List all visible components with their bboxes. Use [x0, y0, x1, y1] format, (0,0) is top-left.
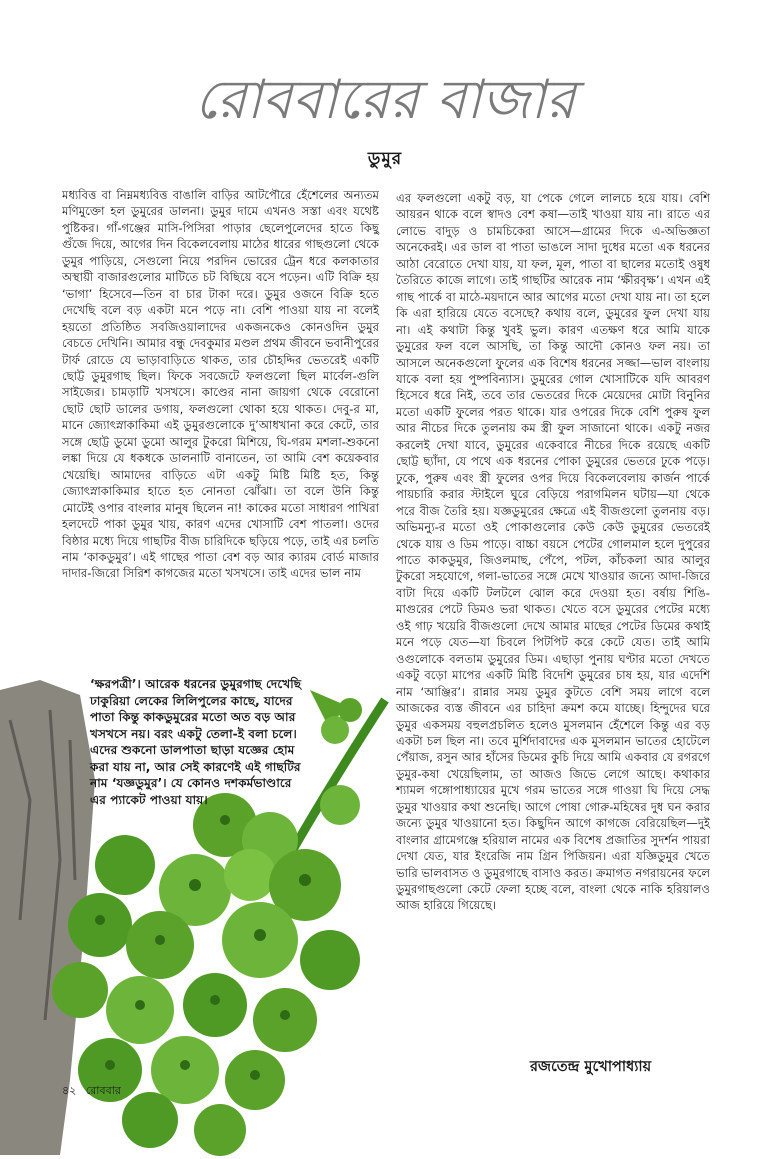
section-name: রোববার: [85, 1084, 121, 1097]
fig-fruit: [320, 785, 360, 825]
masthead-title: [194, 58, 576, 138]
inset-body: ঢাকুরিয়া লেকের লিলিপুলের কাছে, যাদের পাতা কিন্তু কাকডুমুরের মতো অত বড় আর খসখসে নয়। বরং একটু তেলা-ই বলা চলে। এদের শুকনো ডালপাতা ছাড়া যজ্ঞের হোম করা যায় না, আর সেই কারণেই এই গাছটির নাম ‘যজ্ঞডুমুর’। যে কোনও দশকর্মভাণ্ডারে এর প্যাকেট পাওয়া যায়।: [90, 693, 301, 807]
fig-fruit: [338, 698, 362, 722]
fig-cluster: [52, 793, 360, 1156]
author-byline: রজতেন্দ্র মুখোপাধ্যায়: [530, 1059, 652, 1075]
paragraph: মধ্যবিত্ত বা নিম্নমধ্যবিত্ত বাঙালি বাড়ির আটপৌরে হেঁশেলের অন্যতম মণিমুক্তো হল ডুমুরের ডালনা। ডুমুর দামে এখনও সস্তা এবং যথেষ্ট পুষ্টিকর। গাঁ-গঞ্জের মাসি-পিসিরা পাড়ার ছেলেপুলেদের হাতে কিছু গুঁজে দিয়ে, আগের দিন বিকেলবেলায় মাঠের ধারের গাছগুলো থেকে ডুমুর পাড়িয়ে, সেগুলো নিয়ে পরদিন ভোরের ট্রেন ধরে কলকাতার অস্থায়ী বাজারগুলোর মাটিতে চট বিছিয়ে বসে পড়েন। এটি বিক্রি হয় ‘ভাগা’ হিসেবে—তিন বা চার টাকা দরে। ডুমুর ওজনে বিক্রি হতে দেখেছি বলে বড় একটা মনে পড়ে না। বেশি পাওয়া যায় না বলেই হয়তো প্রতিষ্ঠিত সবজিওয়ালাদের একজনকেও কোনওদিন ডুমুর বেচতে দেখিনি। আমার বন্ধু দেবকুমার মণ্ডল প্রথম জীবনে ভবানীপুরের টার্ফ রোডে যে ভাড়াবাড়িতে থাকত, তার চৌহদ্দির ভেতরেই একটি ছোট্ট ডুমুরগাছ ছিল। ফিকে সবজেটে ফলগুলো ছিল মার্বেল-গুলি সাইজের। চামড়াটি খসখসে। কাণ্ডের নানা জায়গা থেকে বেরোনো ছোট ছোট ডালের ডগায়, ফলগুলো থোকা হয়ে থাকত। দেবু-র মা, মানে জ্যোৎস্নাকাকিমা এই ডুমুরগুলোকে দু’আধখানা করে কেটে, তার সঙ্গে ছোট্ট ডুমো ডুমো আলুর টুকরো মিশিয়ে, ঘি-গরম মশলা-শুকনো লঙ্কা দিয়ে যে ধকধকে ডালনাটি বানাতেন, তা আমি বেশ কয়েকবার খেয়েছি। আমাদের বাড়িতে এটা একটু মিষ্টি মিষ্টি হত, কিন্তু জ্যোৎস্নাকাকিমার হাতে হত নোনতা ঝোঁঝা। তা বলে উনি কিন্তু মোটেই ওপার বাংলার মানুষ ছিলেন না! কাকের মতো সাধারণ পাখিরা হলদেটে পাকা ডুমুর খায়, কারণ এদের খোসাটি বেশ পাতলা। ওদের বিষ্ঠার মধ্যে দিয়ে গাছটির বীজ চারিদিকে ছড়িয়ে পড়ে, তাই এর চলতি নাম ‘কাকডুমুর’। এই গাছের পাতা বেশ বড় আর ক্যারম বোর্ড মাজার দাদার-জিরো সিরিশ কাগজের মতো খসখসে। তাই এদের ভাল নাম: [62, 188, 379, 581]
article-column-left: [62, 187, 379, 687]
masthead: [194, 58, 576, 138]
page-footer: [62, 1082, 127, 1101]
page-number: ৪২: [62, 1084, 77, 1097]
inset-text: [90, 676, 305, 808]
svg-text:রোববারের বাজার: রোববারের বাজার: [194, 68, 576, 131]
article-title: ডুমুর: [367, 149, 403, 169]
inset-lead: ‘ক্ষরপত্রী’। আরেক ধরনের ডুমুরগাছ দেখেছি: [90, 677, 302, 691]
paragraph: এর ফলগুলো একটু বড়, যা পেকে গেলে লালচে হয়ে যায়। বেশি আয়রন থাকে বলে স্বাদও বেশ কষা—তাই খাওয়া যায় না। রাতে এর লোভে বাদুড় ও চামচিকেরা আসে—গ্রামের দিকে এ-অভিজ্ঞতা অনেকেরই। এর ডাল বা পাতা ভাঙলে সাদা দুধের মতো এক ধরনের আঠা বেরোতে দেখা যায়, যা ফল, মূল, পাতা বা ছালের মতোই ওষুধ তৈরিতে কাজে লাগে। তাই গাছটির আরেক নাম ‘ক্ষীরবৃক্ষ’। এখন এই গাছ পার্কে বা মাঠে-ময়দানে আর আগের মতো দেখা যায় না। তা হলে কি এরা হারিয়ে যেতে বসেছে? কথায় বলে, ডুমুরের ফুল দেখা যায় না। এই কথাটা কিন্তু খুবই ভুল। কারণ এতক্ষণ ধরে আমি যাকে ডুমুরের ফল বলে আসছি, তা কিন্তু আদৌ কোনও ফল নয়। তা আসলে অনেকগুলো ফুলের এক বিশেষ ধরনের সজ্জা—ভাল বাংলায় যাকে বলা হয় পুষ্পবিন্যাস। ডুমুরের গোল খোসাটিকে যদি আবরণ হিসেবে ধরে নিই, তবে তার ভেতরের দিকে মেয়েদের মোটা বিনুনির মতো একটি ফুলের পরত থাকে। যার ওপরের দিকে বেশি পুরুষ ফুল আর নীচের দিকে তুলনায় কম স্ত্রী ফুল সাজানো থাকে। একটু নজর করলেই দেখা যাবে, ডুমুরের একেবারে নীচের দিকে রয়েছে একটি ছোট্ট ছ্যাঁদা, যে পথে এক ধরনের পোকা ডুমুরের ভেতরে ঢুকে পড়ে। ঢুকে, পুরুষ এবং স্ত্রী ফুলের ওপর দিয়ে বিকেলবেলায় কার্জন পার্কে পায়চারি করার স্টাইলে ঘুরে বেড়িয়ে পরাগমিলন ঘটায়—যা থেকে পরে বীজ তৈরি হয়। যজ্ঞডুমুরের ক্ষেত্রে এই বীজগুলো তুলনায় বড়। অভিমন্যু-র মতো ওই পোকাগুলোর কেউ কেউ ডুমুরের ভেতরেই থেকে যায় ও ডিম পাড়ে। বাচ্চা বয়সে পেটের গোলমাল হলে দুপুরের পাতে কাকডুমুর, জিওলমাছ, পেঁপে, পটল, কাঁচকলা আর আলুর টুকরো সহযোগে, গলা-ভাতের সঙ্গে মেখে খাওয়ার জন্যে আদা-জিরে বাটা দিয়ে একটি টলটলে ঝোল করে দেওয়া হত। বর্ষায় শিঙি-মাগুরের পেটে ডিমও ভরা থাকত। খেতে বসে ডুমুরের পেটের মধ্যে ওই গাঢ় খয়েরি বীজগুলো দেখে আমার মাছের পেটের ডিমের কথাই মনে পড়ে যেত—যা চিবলে পিটপিট করে কেটে যেত। তাই আমি ওগুলোকে বলতাম ডুমুরের ডিম। এছাড়া পুনায় ঘণ্টার মতো দেখতে একটু বড়ো মাপের একটি মিষ্টি বিদেশি ডুমুরের চাষ হয়, যার এদেশি নাম ‘আঞ্জির’। রান্নার সময় ডুমুর কুটতে বেশি সময় লাগে বলে আজকের ব্যস্ত জীবনে এর চাহিদা ক্রমশ কমে যাচ্ছে। হিন্দুদের ঘরে ডুমুর একসময় বহুলপ্রচলিত হলেও মুসলমান হেঁশেলে কিন্তু এর বড় একটা চল ছিল না। তবে মুর্শিদাবাদের এক মুসলমান ভাতের হোটেলে পেঁয়াজ, রসুন আর হাঁসের ডিমের কুচি দিয়ে আমি একবার যে রগরগে ডুমুর-কষা খেয়েছিলাম, তা আজও জিভে লেগে আছে। কথাকার শ্যামল গঙ্গোপাধ্যায়ের মুখে গরম ভাতের সঙ্গে গাওয়া ঘি দিয়ে সেদ্ধ ডুমুর খাওয়ার কথা শুনেছি। আগে পোষা গোরু-মহিষের দুধ ঘন করার জন্যে ডুমুর খাওয়ানো হত। কিছুদিন আগে কাগজে বেরিয়েছিল—দুই বাংলার গ্রামেগঞ্জে হরিয়াল নামের এক বিশেষ প্রজাতির সুদর্শন পায়রা দেখা যেত, যার ইংরেজি নাম গ্রিন পিজিয়ন। এরা যজ্ঞিডুমুর খেতে ভারি ভালবাসত ও ডুমুরগাছে বাসাও করত। ক্রমাগত নগরায়নের ফলে ডুমুরগাছগুলো কেটে ফেলা হচ্ছে বলে, বাংলা থেকে নাকি হরিয়ালও আজ হারিয়ে গিয়েছে।: [396, 191, 710, 913]
article-column-right: [396, 190, 710, 1043]
